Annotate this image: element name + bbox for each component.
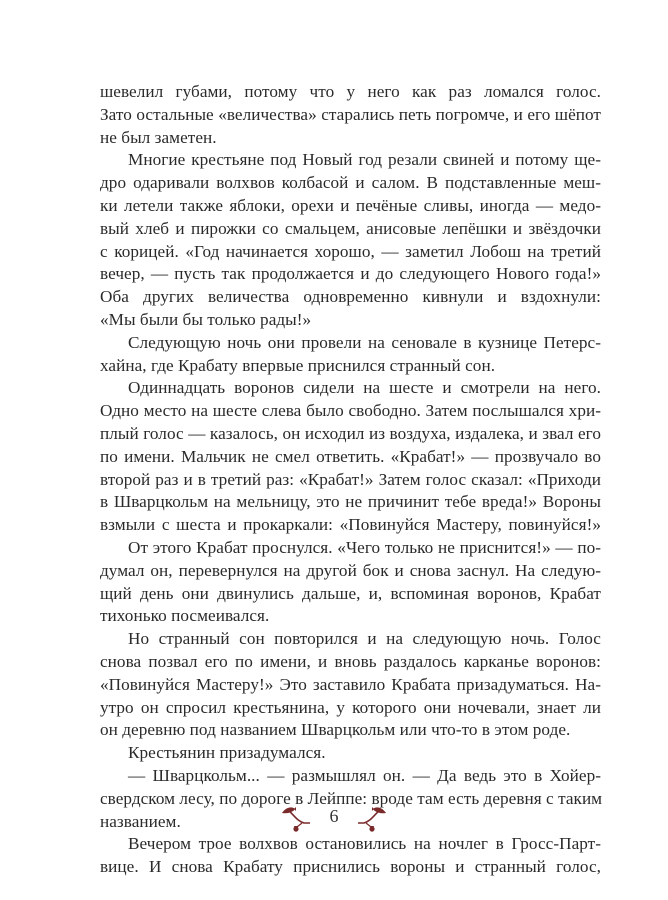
text-line: Крестьянин призадумался.	[128, 743, 326, 763]
text-line: взмыли с шеста и прокаркали: «Повинуйся Мастеру, повинуйся!»	[100, 515, 601, 535]
text-line: в Шварцкольм на мельницу, это не причинит тебе вреда!» Вороны	[100, 492, 601, 512]
text-line: названием.	[100, 811, 181, 831]
text-line: дро одаривали волхвов колбасой и салом. В подставленные меш-	[100, 173, 601, 193]
text-line: по имени. Мальчик не смел ответить. «Крабат!» — прозвучало во	[100, 446, 601, 466]
text-line: Но странный сон повторился и на следующую ночь. Голос	[128, 629, 601, 649]
text-line: Оба других величества одновременно кивнули и вздохнули:	[100, 287, 601, 307]
left-leaf-ornament-icon	[280, 805, 314, 835]
text-line: думал он, перевернулся на другой бок и снова заснул. На следую-	[100, 560, 601, 580]
text-line: Одиннадцать воронов сидели на шесте и смотрели на него.	[128, 378, 601, 398]
text-line: Многие крестьяне под Новый год резали свиней и потому ще-	[128, 150, 601, 170]
text-line: тихонько посмеивался.	[100, 606, 270, 626]
text-line: щий день они двинулись дальше, и, вспоминая воронов, Крабат	[100, 583, 601, 603]
text-line: Следующую ночь они провели на сеновале в кузнице Петерс-	[128, 332, 601, 352]
text-line: — Шварцкольм... — размышлял он. — Да ведь это в Хойер-	[128, 765, 601, 785]
text-line: вый хлеб и пирожки со смальцем, анисовые лепёшки и звёздочки	[100, 218, 601, 238]
text-line: «Мы были бы только рады!»	[100, 309, 312, 329]
text-line: ки летели также яблоки, орехи и печёные сливы, иногда — медо-	[100, 195, 601, 215]
text-line: Одно место на шесте слева было свободно. Затем послышался хри-	[100, 401, 601, 421]
text-line: не был заметен.	[100, 127, 217, 147]
page-number: 6	[329, 806, 339, 826]
text-line: шевелил губами, потому что у него как раз ломался голос.	[100, 82, 601, 101]
text-line: второй раз и в третий раз: «Крабат!» Затем голос сказал: «Приходи	[100, 469, 601, 489]
text-line: плый голос — казалось, он исходил из воздуха, издалека, и звал его	[100, 423, 601, 443]
text-line: утро он спросил крестьянина, у которого они ночевали, знает ли	[100, 697, 601, 717]
page-footer	[0, 803, 668, 837]
text-line: он деревню под названием Шварцкольм или что-то в этом роде.	[100, 720, 571, 740]
text-line: вечер, — пусть так продолжается и до следующего Нового года!»	[100, 264, 601, 284]
text-line: Вечером трое волхвов остановились на ночлег в Гросс-Парт-	[128, 834, 601, 854]
text-line: свердском лесу, по дороге в Лейппе: вроде там есть деревня с таким	[100, 788, 603, 808]
text-line: хайна, где Крабату впервые приснился странный сон.	[100, 355, 496, 375]
text-line: Зато остальные «величества» старались петь погромче, и его шёпот	[100, 104, 601, 124]
right-leaf-ornament-icon	[354, 805, 388, 835]
text-line: с корицей. «Год начинается хорошо, — заметил Лобош на третий	[100, 241, 601, 261]
text-line: «Повинуйся Мастеру!» Это заставило Крабата призадуматься. На-	[100, 674, 601, 694]
text-line: От этого Крабат проснулся. «Чего только не приснится!» — по-	[128, 537, 601, 557]
text-line: снова позвал его по имени, и вновь раздалось карканье воронов:	[100, 651, 601, 671]
body-text	[100, 81, 601, 879]
text-line: вице. И снова Крабату приснились вороны и странный голос,	[100, 857, 601, 877]
